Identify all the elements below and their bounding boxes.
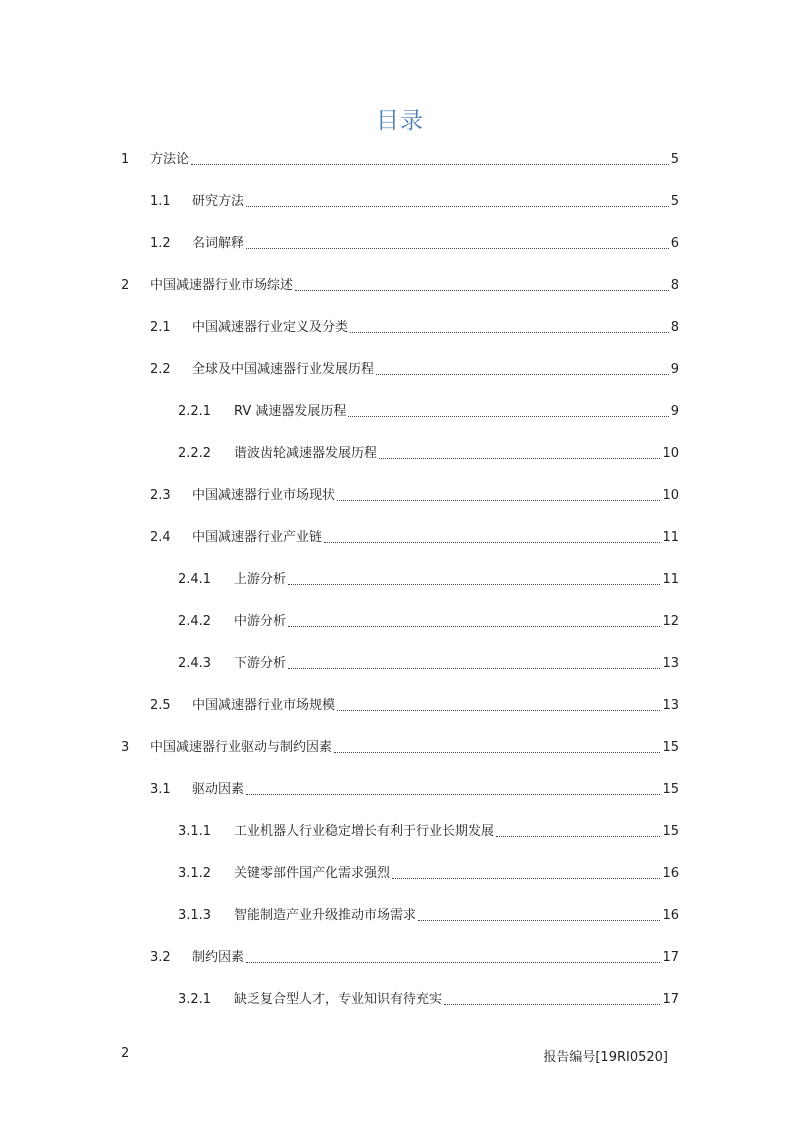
toc-title: 工业机器人行业稳定增长有利于行业长期发展 bbox=[234, 824, 495, 839]
toc-entry-2-4-1[interactable] bbox=[178, 568, 679, 588]
toc-leader bbox=[376, 373, 669, 375]
toc-title: 智能制造产业升级推动市场需求 bbox=[234, 908, 417, 923]
toc-title: 谐波齿轮减速器发展历程 bbox=[234, 446, 378, 461]
toc-page: 17 bbox=[662, 992, 679, 1007]
toc-title: 下游分析 bbox=[234, 656, 287, 671]
toc-number: 3.1.2 bbox=[178, 866, 212, 881]
footer-report-id: 报告编号[19RI0520] bbox=[543, 1050, 668, 1065]
toc-page: 10 bbox=[662, 488, 679, 503]
toc-title: 名词解释 bbox=[192, 236, 245, 251]
toc-leader bbox=[288, 667, 660, 669]
toc-entry-2-5[interactable] bbox=[150, 694, 679, 714]
toc-page: 6 bbox=[670, 236, 679, 251]
toc-number: 3.1 bbox=[150, 782, 171, 797]
toc-number: 3.2.1 bbox=[178, 992, 212, 1007]
toc-page: 8 bbox=[670, 278, 679, 293]
toc-number: 2.1 bbox=[150, 320, 171, 335]
toc-entry-2-4[interactable] bbox=[150, 526, 679, 546]
page-title: 目录 bbox=[376, 108, 424, 134]
toc-leader bbox=[295, 289, 669, 291]
toc-leader bbox=[496, 835, 660, 837]
toc-number: 2.4.3 bbox=[178, 656, 212, 671]
toc-title: 全球及中国减速器行业发展历程 bbox=[192, 362, 375, 377]
toc-title: 关键零部件国产化需求强烈 bbox=[234, 866, 391, 881]
toc-number: 2.4 bbox=[150, 530, 171, 545]
toc-number: 2.4.1 bbox=[178, 572, 212, 587]
toc-number: 1 bbox=[121, 152, 130, 167]
toc-title: 方法论 bbox=[150, 152, 190, 167]
toc-leader bbox=[246, 205, 669, 207]
toc-title: 缺乏复合型人才，专业知识有待充实 bbox=[234, 992, 443, 1007]
toc-entry-3-1[interactable] bbox=[150, 778, 679, 798]
toc-entry-2-3[interactable] bbox=[150, 484, 679, 504]
toc-title: 中国减速器行业产业链 bbox=[192, 530, 323, 545]
toc-number: 2.2.1 bbox=[178, 404, 212, 419]
toc-entry-2-4-3[interactable] bbox=[178, 652, 679, 672]
toc-entry-3-2[interactable] bbox=[150, 946, 679, 966]
toc-title: 中国减速器行业市场综述 bbox=[150, 278, 294, 293]
toc-number: 2.4.2 bbox=[178, 614, 212, 629]
footer-page-number: 2 bbox=[121, 1046, 130, 1061]
toc-title: RV 减速器发展历程 bbox=[234, 404, 347, 419]
toc-page: 15 bbox=[662, 824, 679, 839]
toc-entry-3-1-1[interactable] bbox=[178, 820, 679, 840]
toc-leader bbox=[334, 751, 660, 753]
toc-title: 中国减速器行业市场规模 bbox=[192, 698, 336, 713]
toc-entry-2-2-1[interactable] bbox=[178, 400, 679, 420]
toc-entry-2-4-2[interactable] bbox=[178, 610, 679, 630]
toc-entry-2[interactable] bbox=[121, 274, 679, 294]
toc-leader bbox=[246, 961, 660, 963]
toc-number: 2 bbox=[121, 278, 130, 293]
toc-leader bbox=[324, 541, 660, 543]
toc-number: 3.1.3 bbox=[178, 908, 212, 923]
toc-leader bbox=[418, 919, 660, 921]
toc-leader bbox=[444, 1003, 660, 1005]
toc-number: 1.1 bbox=[150, 194, 171, 209]
toc-entry-3-1-2[interactable] bbox=[178, 862, 679, 882]
toc-number: 2.2 bbox=[150, 362, 171, 377]
toc-page: 11 bbox=[662, 530, 679, 545]
toc-number: 1.2 bbox=[150, 236, 171, 251]
toc-page: 10 bbox=[662, 446, 679, 461]
toc-leader bbox=[337, 499, 660, 501]
toc-page: 9 bbox=[670, 362, 679, 377]
toc-title: 中国减速器行业市场现状 bbox=[192, 488, 336, 503]
toc-page: 15 bbox=[662, 782, 679, 797]
toc-entry-1[interactable] bbox=[121, 148, 679, 168]
toc-leader bbox=[288, 625, 660, 627]
toc-title: 制约因素 bbox=[192, 950, 245, 965]
toc-page: 5 bbox=[670, 194, 679, 209]
toc-title: 驱动因素 bbox=[192, 782, 245, 797]
toc-title: 中国减速器行业驱动与制约因素 bbox=[150, 740, 333, 755]
toc-number: 2.3 bbox=[150, 488, 171, 503]
toc-entry-2-1[interactable] bbox=[150, 316, 679, 336]
toc-page: 11 bbox=[662, 572, 679, 587]
toc-page: 8 bbox=[670, 320, 679, 335]
toc-page: 9 bbox=[670, 404, 679, 419]
toc-page: 16 bbox=[662, 866, 679, 881]
toc-page: 15 bbox=[662, 740, 679, 755]
toc-number: 3.1.1 bbox=[178, 824, 212, 839]
toc-entry-3-1-3[interactable] bbox=[178, 904, 679, 924]
toc-entry-3[interactable] bbox=[121, 736, 679, 756]
toc-entry-1-2[interactable] bbox=[150, 232, 679, 252]
toc-title: 研究方法 bbox=[192, 194, 245, 209]
toc-page: 17 bbox=[662, 950, 679, 965]
toc-leader bbox=[246, 247, 669, 249]
toc-page: 13 bbox=[662, 656, 679, 671]
toc-page: 16 bbox=[662, 908, 679, 923]
toc-leader bbox=[348, 415, 668, 417]
toc-entry-2-2-2[interactable] bbox=[178, 442, 679, 462]
toc-page: 12 bbox=[662, 614, 679, 629]
toc-page: 5 bbox=[670, 152, 679, 167]
toc-title: 中国减速器行业定义及分类 bbox=[192, 320, 349, 335]
toc-page: 13 bbox=[662, 698, 679, 713]
toc-number: 3.2 bbox=[150, 950, 171, 965]
toc-leader bbox=[337, 709, 660, 711]
toc-number: 3 bbox=[121, 740, 130, 755]
toc-leader bbox=[392, 877, 660, 879]
toc-number: 2.5 bbox=[150, 698, 171, 713]
toc-leader bbox=[288, 583, 660, 585]
toc-entry-1-1[interactable] bbox=[150, 190, 679, 210]
toc-entry-3-2-1[interactable] bbox=[178, 988, 679, 1008]
toc-leader bbox=[350, 331, 669, 333]
toc-leader bbox=[246, 793, 660, 795]
toc-title: 上游分析 bbox=[234, 572, 287, 587]
toc-number: 2.2.2 bbox=[178, 446, 212, 461]
toc-title: 中游分析 bbox=[234, 614, 287, 629]
toc-entry-2-2[interactable] bbox=[150, 358, 679, 378]
toc-leader bbox=[191, 163, 669, 165]
toc-leader bbox=[379, 457, 660, 459]
